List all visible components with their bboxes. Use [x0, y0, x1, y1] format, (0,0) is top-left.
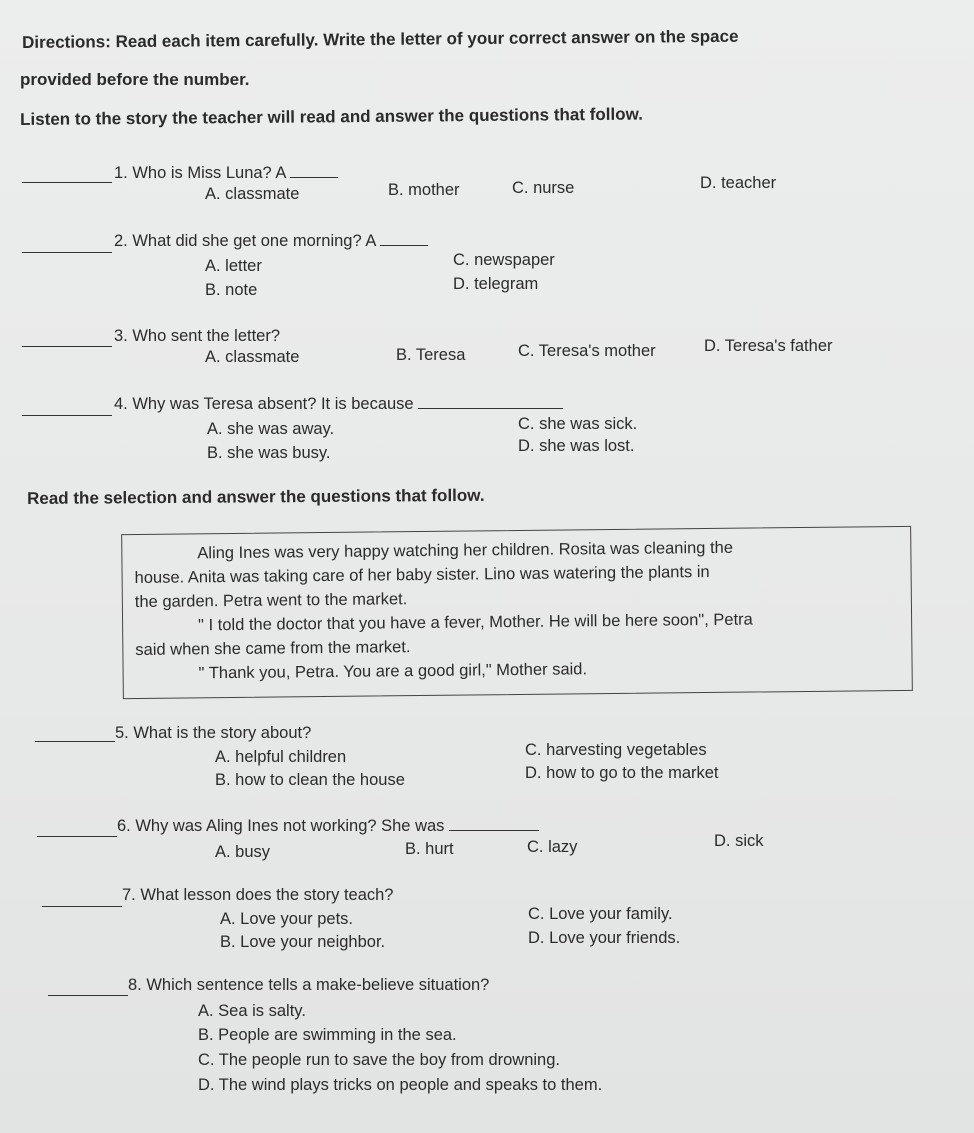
- q2-option-c: C. newspaper: [453, 251, 555, 269]
- passage-line-2: house. Anita was taking care of her baby sister. Lino was watering the plants in: [134, 562, 710, 588]
- passage-line-4: " I told the doctor that you have a fever, Mother. He will be here soon", Petra: [198, 610, 753, 635]
- q5-option-c: C. harvesting vegetables: [525, 741, 707, 759]
- question-6-inline-blank: [449, 830, 539, 831]
- q4-option-a: A. she was away.: [207, 420, 335, 438]
- q1-option-d: D. teacher: [700, 174, 777, 192]
- q4-option-d: D. she was lost.: [518, 437, 635, 455]
- question-3-stem: 3. Who sent the letter?: [114, 327, 281, 345]
- q3-option-b: B. Teresa: [396, 346, 466, 364]
- q7-option-c: C. Love your family.: [528, 905, 673, 923]
- passage-box: [121, 526, 913, 699]
- question-6-stem: 6. Why was Aling Ines not working? She was: [117, 817, 445, 835]
- q3-option-d: D. Teresa's father: [704, 337, 833, 355]
- question-7-stem: 7. What lesson does the story teach?: [122, 886, 394, 904]
- question-4-stem: 4. Why was Teresa absent? It is because: [114, 395, 414, 413]
- question-2-inline-blank: [380, 245, 428, 246]
- listen-instruction: Listen to the story the teacher will read and answer the questions that follow.: [20, 104, 643, 129]
- answer-blank-7[interactable]: [42, 906, 122, 907]
- q8-option-d: D. The wind plays tricks on people and speaks to them.: [198, 1076, 603, 1094]
- q7-option-a: A. Love your pets.: [220, 910, 353, 928]
- q4-option-b: B. she was busy.: [207, 444, 331, 462]
- q2-option-b: B. note: [205, 281, 258, 299]
- q1-option-b: B. mother: [388, 181, 460, 199]
- passage-line-5: said when she came from the market.: [135, 638, 411, 659]
- q8-option-c: C. The people run to save the boy from drowning.: [198, 1051, 560, 1069]
- question-8-stem: 8. Which sentence tells a make-believe situation?: [128, 976, 490, 994]
- answer-blank-4[interactable]: [22, 415, 112, 416]
- q2-option-a: A. letter: [205, 257, 262, 275]
- passage-line-1: Aling Ines was very happy watching her children. Rosita was cleaning the: [197, 538, 734, 563]
- question-2-stem: 2. What did she get one morning? A: [114, 232, 376, 250]
- q2-option-d: D. telegram: [453, 275, 539, 293]
- answer-blank-6[interactable]: [37, 836, 117, 837]
- passage-line-3: the garden. Petra went to the market.: [134, 590, 408, 612]
- q5-option-b: B. how to clean the house: [215, 771, 405, 789]
- question-4-inline-blank: [418, 408, 563, 409]
- q6-option-c: C. lazy: [527, 838, 578, 856]
- q6-option-a: A. busy: [215, 843, 271, 861]
- directions-line-2: provided before the number.: [20, 70, 250, 89]
- q7-option-d: D. Love your friends.: [528, 929, 681, 947]
- q3-option-a: A. classmate: [205, 348, 300, 366]
- answer-blank-3[interactable]: [22, 346, 112, 347]
- answer-blank-1[interactable]: [22, 182, 112, 183]
- q8-option-a: A. Sea is salty.: [198, 1002, 306, 1020]
- answer-blank-2[interactable]: [22, 252, 112, 253]
- q1-option-c: C. nurse: [512, 179, 575, 197]
- q3-option-c: C. Teresa's mother: [518, 342, 656, 360]
- read-instruction: Read the selection and answer the questions that follow.: [27, 485, 485, 508]
- q4-option-c: C. she was sick.: [518, 415, 638, 433]
- answer-blank-5[interactable]: [35, 741, 115, 742]
- question-1-inline-blank: [290, 177, 338, 178]
- question-6: [117, 817, 539, 836]
- question-5-stem: 5. What is the story about?: [115, 724, 312, 742]
- q7-option-b: B. Love your neighbor.: [220, 933, 386, 951]
- directions-line-1: Directions: Read each item carefully. Write the letter of your correct answer on the space: [22, 26, 739, 52]
- passage-line-6: " Thank you, Petra. You are a good girl," Mother said.: [198, 660, 588, 683]
- q6-option-b: B. hurt: [405, 840, 454, 858]
- question-1: [114, 164, 338, 183]
- q6-option-d: D. sick: [714, 832, 764, 850]
- question-2: [114, 232, 428, 251]
- q8-option-b: B. People are swimming in the sea.: [198, 1026, 457, 1044]
- question-1-stem: 1. Who is Miss Luna? A: [114, 164, 286, 182]
- q5-option-d: D. how to go to the market: [525, 764, 719, 782]
- q1-option-a: A. classmate: [205, 185, 300, 203]
- question-4: [114, 395, 563, 414]
- answer-blank-8[interactable]: [48, 995, 128, 996]
- q5-option-a: A. helpful children: [215, 748, 347, 766]
